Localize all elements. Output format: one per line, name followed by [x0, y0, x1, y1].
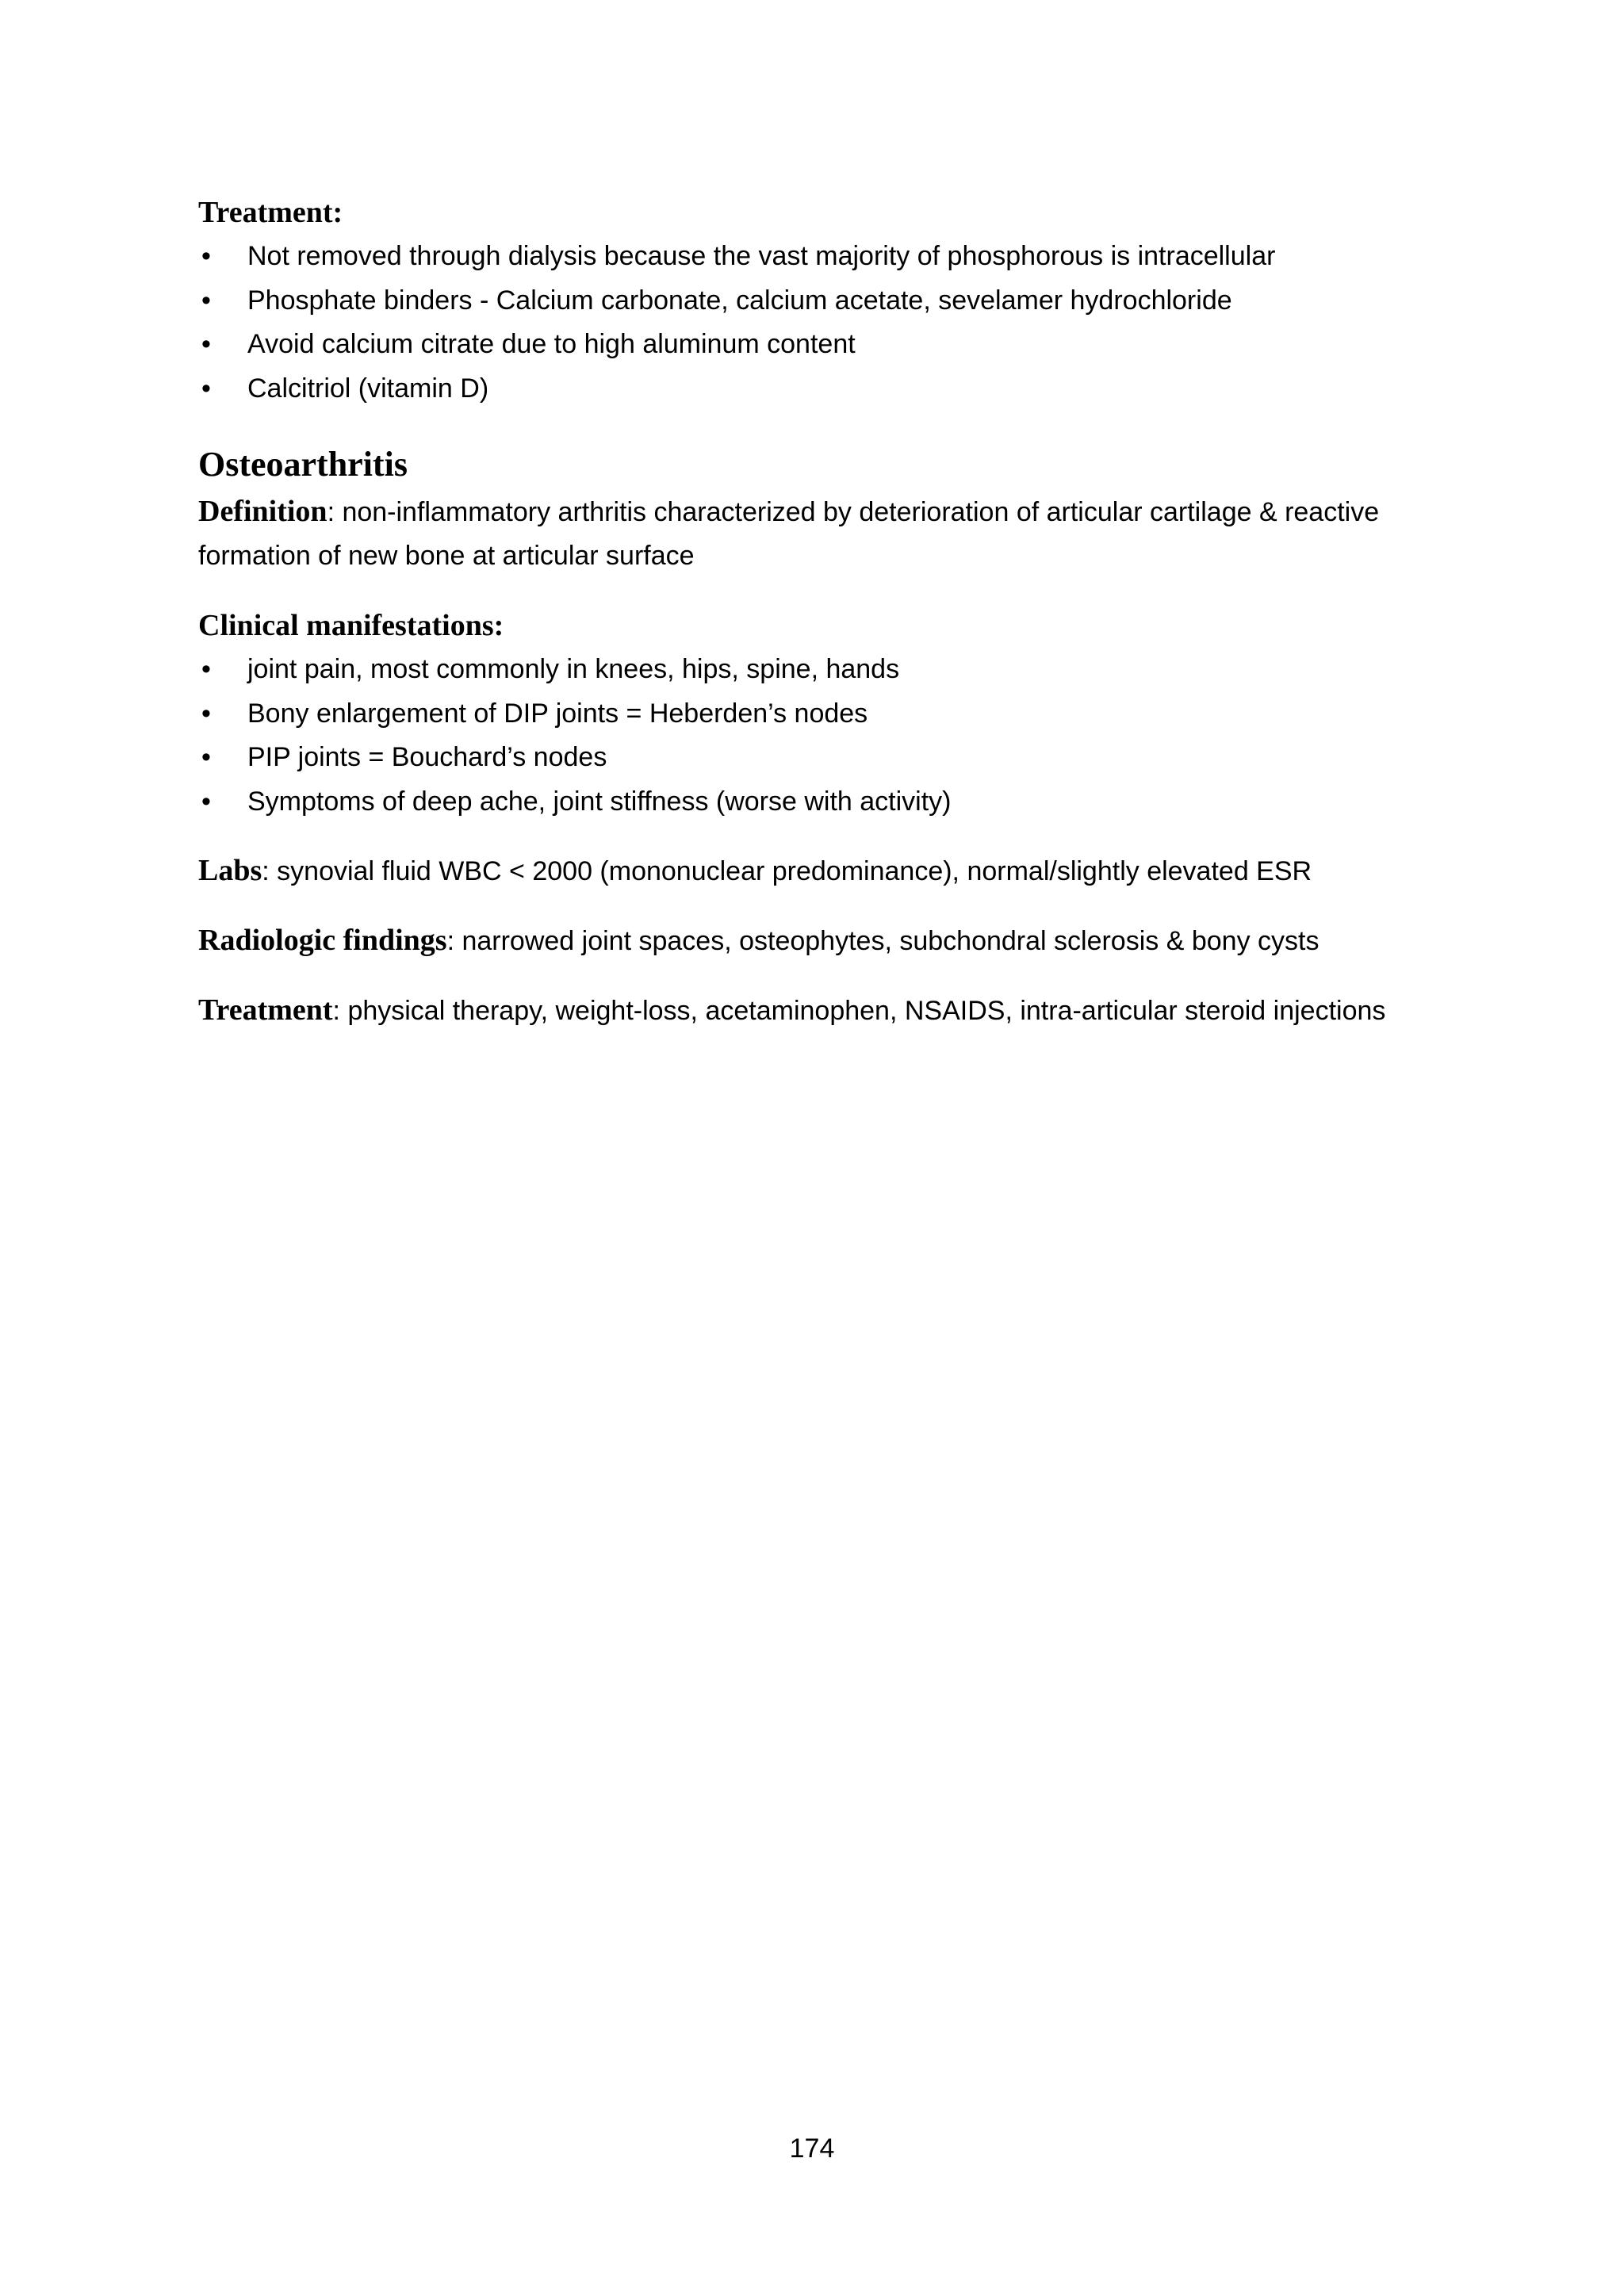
list-item [198, 323, 1451, 367]
page-number: 174 [789, 2133, 835, 2164]
osteoarthritis-title: Osteoarthritis [198, 445, 408, 484]
spacer [198, 963, 1451, 989]
list-item [198, 367, 1451, 411]
spacer [198, 824, 1451, 849]
spacer [198, 578, 1451, 603]
radiologic-label: Radiologic findings [198, 924, 447, 957]
list-item-text: Bony enlargement of DIP joints = Heberden’s nodes [247, 698, 868, 729]
bullet-icon: • [201, 698, 211, 729]
list-item [198, 692, 1451, 737]
spacer [198, 894, 1451, 919]
definition-label: Definition [198, 495, 327, 528]
oa-treatment-paragraph [198, 989, 1451, 1033]
definition-paragraph [198, 490, 1451, 578]
list-item [198, 780, 1451, 825]
treatment-bullet-list [198, 235, 1451, 411]
bullet-icon: • [201, 742, 211, 772]
list-item-text: Symptoms of deep ache, joint stiffness (worse with activity) [247, 786, 952, 817]
bullet-icon: • [201, 654, 211, 684]
list-item-text: Not removed through dialysis because the vast majority of phosphorous is intracellular [247, 241, 1276, 271]
bullet-icon: • [201, 285, 211, 316]
radiologic-paragraph [198, 919, 1451, 963]
treatment-heading: Treatment: [198, 196, 343, 229]
oa-treatment-text: : physical therapy, weight-loss, acetaminophen, NSAIDS, intra-articular steroid injections [332, 996, 1386, 1026]
list-item-text: Calcitriol (vitamin D) [247, 373, 489, 404]
clinical-bullet-list [198, 648, 1451, 824]
list-item-text: Avoid calcium citrate due to high aluminum content [247, 329, 856, 359]
labs-paragraph [198, 849, 1451, 894]
oa-treatment-label: Treatment [198, 993, 333, 1027]
list-item-text: Phosphate binders - Calcium carbonate, calcium acetate, sevelamer hydrochloride [247, 285, 1232, 316]
list-item [198, 235, 1451, 279]
bullet-icon: • [201, 329, 211, 359]
labs-label: Labs [198, 854, 262, 887]
page-content [198, 190, 1451, 1033]
bullet-icon: • [201, 786, 211, 817]
bullet-icon: • [201, 241, 211, 271]
list-item [198, 736, 1451, 780]
clinical-manifestations-heading: Clinical manifestations: [198, 609, 504, 642]
list-item [198, 648, 1451, 692]
definition-text: : non-inflammatory arthritis characterized by deterioration of articular cartilage & reactive formation of new bone at articular surface [198, 497, 1380, 571]
list-item-text: PIP joints = Bouchard’s nodes [247, 742, 607, 772]
labs-text: : synovial fluid WBC < 2000 (mononuclear predominance), normal/slightly elevated ESR [262, 856, 1312, 886]
radiologic-text: : narrowed joint spaces, osteophytes, subchondral sclerosis & bony cysts [446, 926, 1320, 956]
list-item [198, 279, 1451, 323]
bullet-icon: • [201, 373, 211, 404]
list-item-text: joint pain, most commonly in knees, hips, spine, hands [247, 654, 900, 684]
